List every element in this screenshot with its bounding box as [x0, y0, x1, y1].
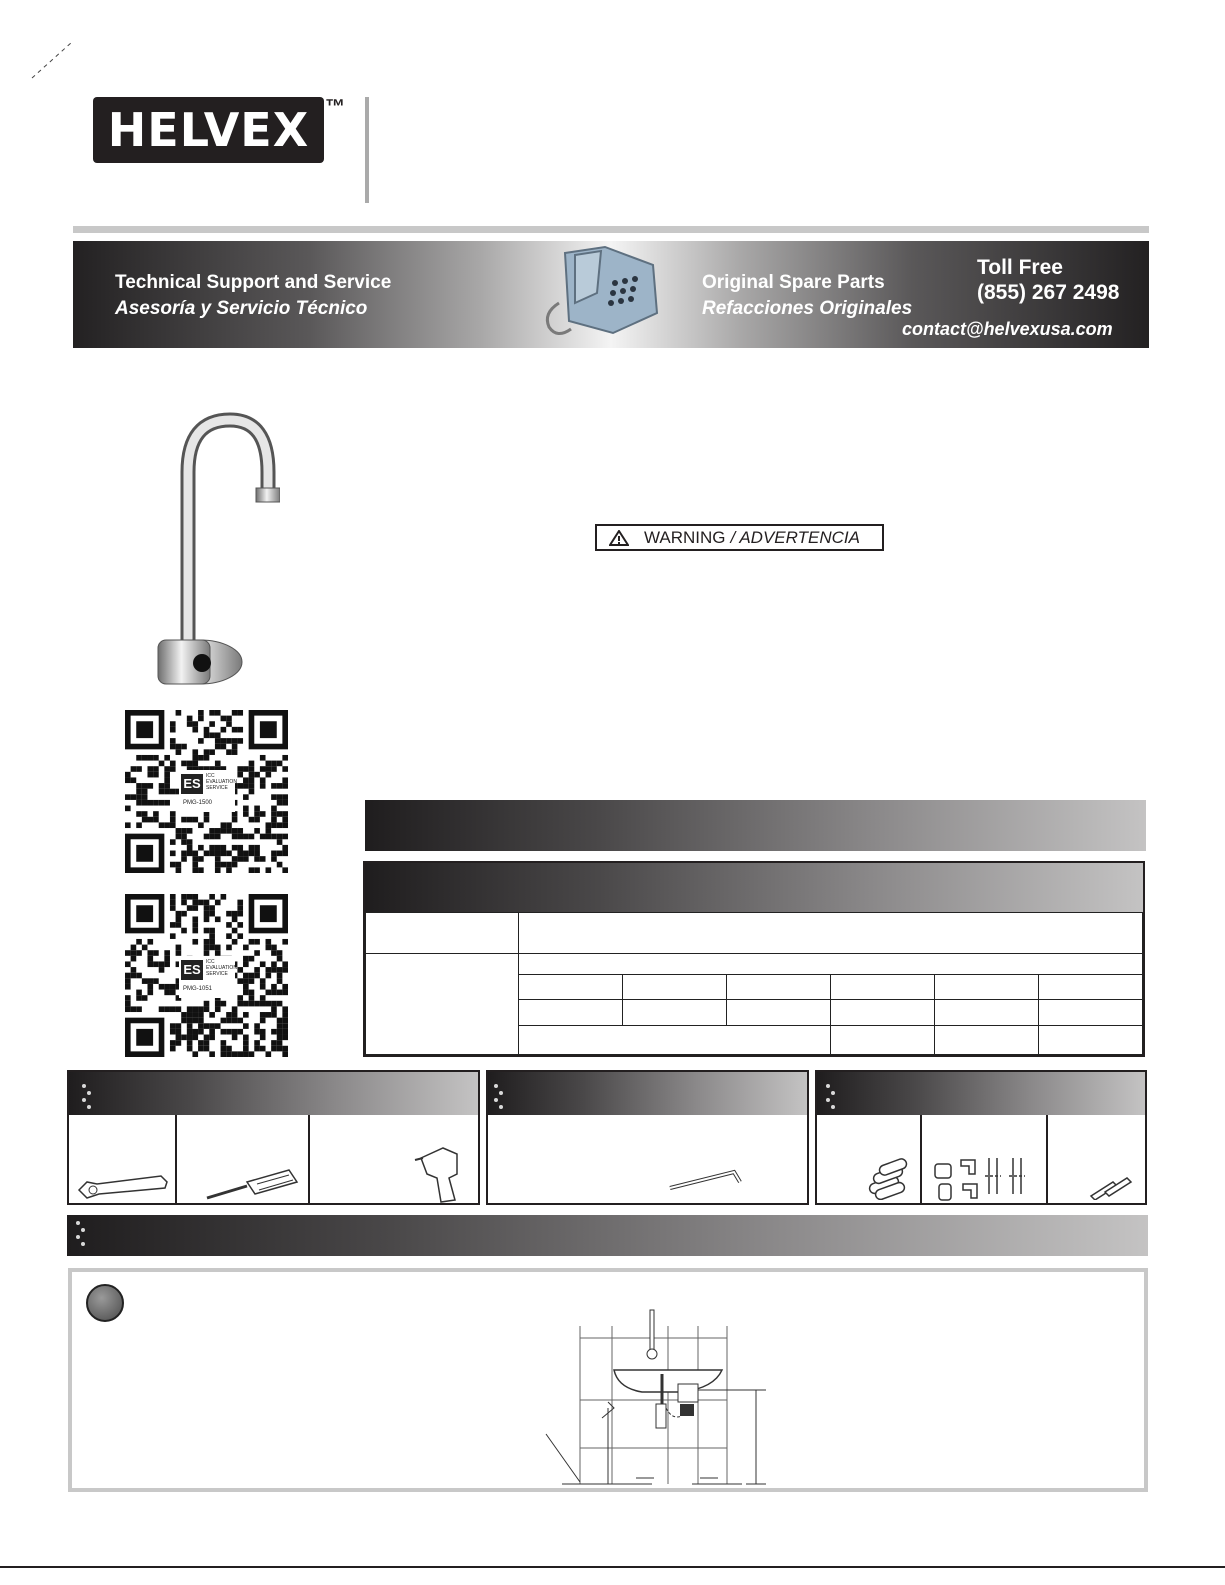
drill-icon — [413, 1144, 473, 1204]
table-cell — [518, 953, 1143, 975]
screwdriver-icon — [203, 1168, 303, 1202]
table-header — [365, 863, 1143, 912]
tools-header — [488, 1072, 807, 1115]
certification-mark — [179, 956, 235, 998]
table-cell — [622, 974, 727, 1000]
cert-code: PMG-1500 — [183, 800, 213, 806]
table-cell — [726, 974, 831, 1000]
cert-line: SERVICE — [206, 785, 228, 791]
header-divider — [365, 97, 369, 203]
toll-free-label: Toll Free — [977, 256, 1063, 279]
telephone-icon — [535, 243, 665, 345]
cert-line: SERVICE — [206, 971, 228, 977]
table-cell — [1038, 974, 1143, 1000]
table-cell — [934, 974, 1039, 1000]
parts-en: Original Spare Parts — [702, 272, 885, 293]
specifications-header — [365, 800, 1146, 851]
faucet-icon — [140, 412, 280, 692]
support-en: Technical Support and Service — [115, 272, 392, 293]
trim-mark — [28, 38, 76, 82]
qr-code[interactable] — [125, 710, 288, 873]
allen-key-icon — [668, 1166, 744, 1194]
table-cell — [518, 974, 623, 1000]
logo — [93, 97, 324, 163]
contact-email[interactable]: contact@helvexusa.com — [902, 319, 1113, 339]
bottom-rule — [0, 1566, 1225, 1568]
table-cell — [518, 999, 623, 1026]
phone-number[interactable]: (855) 267 2498 — [977, 281, 1120, 304]
table-cell — [365, 912, 519, 954]
adjustable-wrench-icon — [75, 1168, 171, 1202]
qr-code[interactable] — [125, 894, 288, 1057]
installation-panel — [68, 1268, 1148, 1492]
tools-panel — [815, 1070, 1147, 1205]
table-cell — [1038, 1025, 1143, 1055]
specifications-table — [363, 861, 1145, 1057]
installation-header — [67, 1215, 1148, 1256]
es-logo: ES — [181, 960, 203, 980]
table-cell — [622, 999, 727, 1026]
table-cell — [934, 999, 1039, 1026]
tools-panel — [67, 1070, 480, 1205]
support-banner — [73, 241, 1149, 348]
cert-line: EVALUATION — [206, 779, 237, 785]
installation-diagram-icon — [532, 1308, 782, 1498]
tools-header — [69, 1072, 478, 1115]
logo-text: HELVEX — [107, 103, 310, 157]
warning-label: WARNING — [644, 527, 726, 547]
top-rule — [73, 226, 1149, 233]
cert-line: EVALUATION — [206, 965, 237, 971]
table-cell — [518, 1025, 831, 1055]
tools-panel — [486, 1070, 809, 1205]
table-cell — [726, 999, 831, 1026]
cert-code: PMG-1051 — [183, 986, 213, 992]
table-cell — [830, 974, 935, 1000]
table-cell — [934, 1025, 1039, 1055]
warning-icon — [609, 530, 629, 546]
table-cell — [365, 953, 519, 1055]
table-cell — [830, 999, 935, 1026]
tools-header — [817, 1072, 1145, 1115]
cert-line: ICC — [206, 773, 215, 779]
certification-mark — [179, 770, 235, 812]
step-circle — [86, 1284, 124, 1322]
es-logo: ES — [181, 774, 203, 794]
cert-line: ICC — [206, 959, 215, 965]
table-cell — [830, 1025, 935, 1055]
trademark: ™ — [325, 96, 345, 118]
table-cell — [518, 912, 1143, 954]
batteries-icon — [865, 1158, 911, 1200]
support-es: Asesoría y Servicio Técnico — [115, 298, 368, 319]
warning-label-es: / ADVERTENCIA — [730, 527, 860, 547]
pipe-fittings-icon — [931, 1154, 1039, 1202]
table-cell — [1038, 999, 1143, 1026]
warning-box — [595, 524, 884, 551]
parts-es: Refacciones Originales — [702, 298, 913, 319]
wall-anchors-icon — [1087, 1172, 1135, 1200]
